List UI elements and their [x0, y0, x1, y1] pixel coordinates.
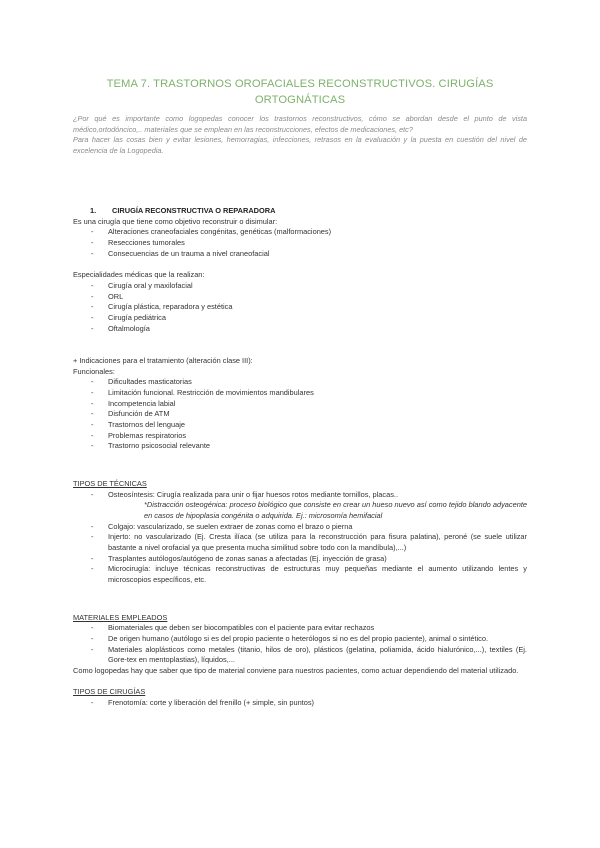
surgeries-heading: TIPOS DE CIRUGÍAS	[73, 687, 146, 697]
intro-block	[73, 114, 527, 156]
list-item: - Alteraciones craneofaciales congénitas, genéticas (malformaciones)	[73, 227, 527, 238]
page-title: TEMA 7. TRASTORNOS OROFACIALES RECONSTRUCTIVOS. CIRUGÍAS ORTOGNÁTICAS	[106, 78, 494, 106]
techniques-heading: TIPOS DE TÉCNICAS	[73, 478, 147, 488]
list-item: - Materiales aloplásticos como metales (titanio, hilos de oro), plásticos (gelatina, poliamida, ácido hialurónico,...), textiles (Ej. Gore-tex en mentoplastias), líquidos,...	[73, 645, 527, 666]
section-heading-text: CIRUGÍA RECONSTRUCTIVA O REPARADORA	[112, 206, 276, 215]
list-item: - Biomateriales que deben ser biocompatibles con el paciente para evitar rechazos	[73, 623, 527, 634]
materials-note: Como logopedas hay que saber que tipo de material conviene para nuestros pacientes, como actuar dependiendo del material utilizado.	[73, 666, 519, 676]
list-item: - Incompetencia labial	[73, 399, 527, 410]
objectives-list	[73, 227, 527, 259]
section-number: 1.	[90, 206, 97, 215]
list-item: - Frenotomía: corte y liberación del frenillo (+ simple, sin puntos)	[73, 698, 527, 709]
list-item: - Trastorno psicosocial relevante	[73, 441, 527, 452]
list-item: - Microcirugía: incluye técnicas reconstructivas de estructuras muy pequeñas mediante el aumento utilizando lentes y microscopios específicos, etc.	[73, 564, 527, 585]
materials-list	[73, 623, 527, 666]
section-heading	[73, 206, 527, 217]
list-item: - Consecuencias de un trauma a nivel craneofacial	[73, 249, 527, 260]
list-item: - Dificultades masticatorias	[73, 377, 527, 388]
list-item: - Cirugía plástica, reparadora y estética	[73, 302, 527, 313]
list-item: - Disfunción de ATM	[73, 409, 527, 420]
list-item: - Trasplantes autólogos/autógeno de zonas sanas a afectadas (Ej. inyección de grasa)	[73, 554, 527, 565]
intro-question: ¿Por qué es importante como logopedas conocer los trastornos reconstructivos, cómo se abordan desde el punto de vista médico,ortodóncico,.. materiales que se emplean en las reconstrucciones, efectos de medicaciones, etc?	[73, 114, 527, 134]
list-item: - Colgajo: vascularizado, se suelen extraer de zonas como el brazo o pierna	[73, 522, 527, 533]
list-item: - Osteosíntesis: Cirugía realizada para unir o fijar huesos rotos mediante tornillos, placas..	[73, 490, 527, 501]
indications-intro: + Indicaciones para el tratamiento (alteración clase III):	[73, 355, 253, 365]
list-item: - Oftalmología	[73, 324, 527, 335]
definition-text: Es una cirugía que tiene como objetivo reconstruir o disimular:	[73, 216, 278, 226]
list-item: - ORL	[73, 292, 527, 303]
list-item: - Limitación funcional. Restricción de movimientos mandibulares	[73, 388, 527, 399]
techniques-list	[73, 490, 527, 501]
list-item: - Injerto: no vascularizado (Ej. Cresta ilíaca (se utiliza para la reconstrucción para fisura palatina), peroné (se suele utilizar bastante a nivel orofacial ya que presenta mucha similitud sobre todo con la mandíbula),...)	[73, 532, 527, 553]
specialties-list	[73, 281, 527, 335]
list-item: - Cirugía oral y maxilofacial	[73, 281, 527, 292]
specialties-intro: Especialidades médicas que la realizan:	[73, 270, 205, 280]
materials-heading: MATERIALES EMPLEADOS	[73, 612, 168, 622]
list-item: - Cirugía pediátrica	[73, 313, 527, 324]
list-item: - De origen humano (autólogo si es del propio paciente o heterólogos si no es del propio paciente), animal o sintético.	[73, 634, 527, 645]
document-body	[73, 206, 527, 709]
distraction-note: *Distracción osteogénica: proceso biológico que consiste en crear un hueso nuevo así como tejido blando adyacente en casos de hipoplasia congénita o adquirida. Ej.: microsomía hemifacial	[144, 500, 527, 520]
intro-answer: Para hacer las cosas bien y evitar lesiones, hemorragias, infecciones, retrasos en la evaluación y la puesta en cuestión del nivel de excelencia de la Logopedia.	[73, 135, 527, 155]
functional-list	[73, 377, 527, 452]
surgeries-list	[73, 698, 527, 709]
techniques-list-more	[73, 522, 527, 586]
list-item: - Trastornos del lenguaje	[73, 420, 527, 431]
list-item: - Resecciones tumorales	[73, 238, 527, 249]
list-item: - Problemas respiratorios	[73, 431, 527, 442]
functional-label: Funcionales:	[73, 366, 115, 376]
